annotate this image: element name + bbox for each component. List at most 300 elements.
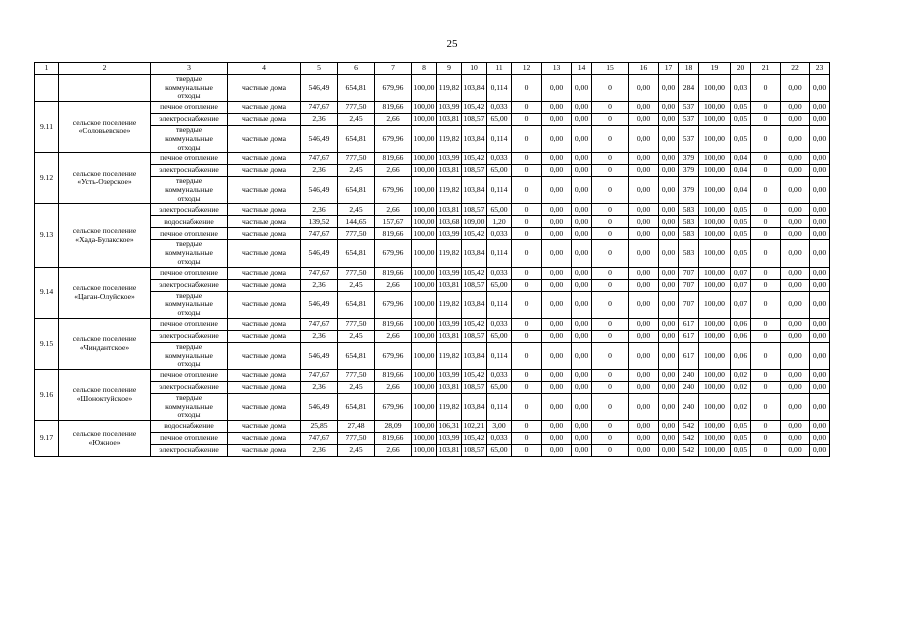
value-cell-5: 2,36 — [301, 114, 338, 126]
value-cell-23: 0,00 — [810, 330, 830, 342]
value-cell-9: 103,81 — [437, 330, 462, 342]
value-cell-9: 119,82 — [437, 342, 462, 369]
settlement-title: «Цаган-Олуйское» — [74, 291, 135, 301]
value-cell-5: 546,49 — [301, 177, 338, 204]
service-type — [151, 291, 228, 318]
value-cell-23: 0,00 — [810, 342, 830, 369]
value-cell-15: 0 — [592, 153, 629, 165]
value-cell-10: 108,57 — [462, 330, 487, 342]
value-cell-12: 0 — [512, 228, 542, 240]
value-cell-5: 2,36 — [301, 279, 338, 291]
value-cell-11: 0,033 — [487, 228, 512, 240]
value-cell-15: 0 — [592, 369, 629, 381]
service-label-line: коммунальные — [165, 185, 213, 195]
value-cell-16: 0,00 — [629, 153, 659, 165]
value-cell-20: 0,02 — [731, 393, 751, 420]
value-cell-5: 2,36 — [301, 165, 338, 177]
value-cell-22: 0,00 — [781, 393, 810, 420]
value-cell-19: 100,00 — [699, 421, 731, 433]
value-cell-17: 0,00 — [659, 114, 679, 126]
value-cell-9: 103,99 — [437, 267, 462, 279]
value-cell-18: 379 — [679, 177, 699, 204]
value-cell-9: 103,81 — [437, 381, 462, 393]
value-cell-14: 0,00 — [572, 342, 592, 369]
service-type — [151, 342, 228, 369]
settlement-type: сельское поселение — [72, 282, 137, 292]
value-cell-6: 777,50 — [338, 153, 375, 165]
service-type — [151, 177, 228, 204]
value-cell-11: 65,00 — [487, 279, 512, 291]
value-cell-5: 2,36 — [301, 381, 338, 393]
table-row — [35, 433, 830, 445]
value-cell-6: 654,81 — [338, 342, 375, 369]
value-cell-22: 0,00 — [781, 369, 810, 381]
row-number: 9.16 — [35, 369, 59, 420]
value-cell-12: 0 — [512, 433, 542, 445]
column-number-8: 8 — [412, 63, 437, 75]
value-cell-9: 103,81 — [437, 204, 462, 216]
table-row — [35, 267, 830, 279]
housing-type: частные дома — [228, 318, 301, 330]
value-cell-12: 0 — [512, 369, 542, 381]
value-cell-7: 819,66 — [375, 228, 412, 240]
settlement-name — [59, 267, 151, 318]
value-cell-8: 100,00 — [412, 114, 437, 126]
table-row — [35, 291, 830, 318]
value-cell-21: 0 — [751, 279, 781, 291]
value-cell-16: 0,00 — [629, 165, 659, 177]
value-cell-21: 0 — [751, 291, 781, 318]
value-cell-8: 100,00 — [412, 318, 437, 330]
value-cell-7: 2,66 — [375, 381, 412, 393]
settlement-type: сельское поселение — [72, 168, 137, 178]
value-cell-18: 617 — [679, 342, 699, 369]
value-cell-23: 0,00 — [810, 75, 830, 102]
value-cell-10: 105,42 — [462, 369, 487, 381]
value-cell-14: 0,00 — [572, 381, 592, 393]
value-cell-19: 100,00 — [699, 102, 731, 114]
value-cell-15: 0 — [592, 330, 629, 342]
value-cell-11: 65,00 — [487, 114, 512, 126]
value-cell-17: 0,00 — [659, 102, 679, 114]
value-cell-12: 0 — [512, 216, 542, 228]
value-cell-22: 0,00 — [781, 318, 810, 330]
value-cell-17: 0,00 — [659, 381, 679, 393]
settlement-type: сельское поселение — [72, 385, 137, 395]
value-cell-6: 144,65 — [338, 216, 375, 228]
value-cell-21: 0 — [751, 433, 781, 445]
value-cell-14: 0,00 — [572, 267, 592, 279]
column-number-6: 6 — [338, 63, 375, 75]
service-type: электроснабжение — [151, 165, 228, 177]
value-cell-14: 0,00 — [572, 114, 592, 126]
value-cell-21: 0 — [751, 126, 781, 153]
housing-type: частные дома — [228, 228, 301, 240]
value-cell-20: 0,05 — [731, 240, 751, 267]
value-cell-18: 617 — [679, 318, 699, 330]
value-cell-10: 108,57 — [462, 279, 487, 291]
column-number-3: 3 — [151, 63, 228, 75]
value-cell-10: 103,84 — [462, 291, 487, 318]
service-label-line: твердые — [175, 342, 203, 351]
value-cell-10: 105,42 — [462, 267, 487, 279]
value-cell-9: 103,99 — [437, 369, 462, 381]
service-label-line: коммунальные — [165, 82, 213, 92]
value-cell-8: 100,00 — [412, 165, 437, 177]
value-cell-20: 0,05 — [731, 102, 751, 114]
value-cell-21: 0 — [751, 421, 781, 433]
value-cell-14: 0,00 — [572, 102, 592, 114]
value-cell-23: 0,00 — [810, 165, 830, 177]
value-cell-11: 0,033 — [487, 433, 512, 445]
value-cell-16: 0,00 — [629, 114, 659, 126]
value-cell-10: 105,42 — [462, 318, 487, 330]
value-cell-22: 0,00 — [781, 421, 810, 433]
value-cell-12: 0 — [512, 445, 542, 457]
housing-type: частные дома — [228, 445, 301, 457]
value-cell-13: 0,00 — [542, 228, 572, 240]
value-cell-16: 0,00 — [629, 445, 659, 457]
value-cell-11: 0,114 — [487, 393, 512, 420]
value-cell-16: 0,00 — [629, 228, 659, 240]
column-number-12: 12 — [512, 63, 542, 75]
column-number-19: 19 — [699, 63, 731, 75]
value-cell-14: 0,00 — [572, 240, 592, 267]
value-cell-5: 139,52 — [301, 216, 338, 228]
value-cell-6: 2,45 — [338, 279, 375, 291]
value-cell-19: 100,00 — [699, 445, 731, 457]
value-cell-6: 777,50 — [338, 228, 375, 240]
value-cell-19: 100,00 — [699, 291, 731, 318]
table-row — [35, 342, 830, 369]
value-cell-11: 0,033 — [487, 369, 512, 381]
service-type: электроснабжение — [151, 279, 228, 291]
value-cell-10: 109,00 — [462, 216, 487, 228]
value-cell-8: 100,00 — [412, 342, 437, 369]
value-cell-8: 100,00 — [412, 228, 437, 240]
value-cell-8: 100,00 — [412, 177, 437, 204]
value-cell-15: 0 — [592, 342, 629, 369]
value-cell-12: 0 — [512, 114, 542, 126]
value-cell-10: 103,84 — [462, 393, 487, 420]
value-cell-22: 0,00 — [781, 267, 810, 279]
value-cell-6: 654,81 — [338, 75, 375, 102]
service-type — [151, 240, 228, 267]
value-cell-5: 546,49 — [301, 291, 338, 318]
value-cell-16: 0,00 — [629, 177, 659, 204]
value-cell-20: 0,02 — [731, 369, 751, 381]
value-cell-20: 0,04 — [731, 165, 751, 177]
value-cell-6: 777,50 — [338, 433, 375, 445]
column-number-11: 11 — [487, 63, 512, 75]
table-row — [35, 165, 830, 177]
value-cell-11: 1,20 — [487, 216, 512, 228]
value-cell-9: 103,81 — [437, 165, 462, 177]
value-cell-8: 100,00 — [412, 216, 437, 228]
value-cell-16: 0,00 — [629, 318, 659, 330]
value-cell-7: 2,66 — [375, 279, 412, 291]
value-cell-7: 2,66 — [375, 114, 412, 126]
value-cell-13: 0,00 — [542, 291, 572, 318]
value-cell-20: 0,05 — [731, 421, 751, 433]
value-cell-18: 707 — [679, 279, 699, 291]
value-cell-14: 0,00 — [572, 279, 592, 291]
service-label-line: отходы — [177, 410, 201, 420]
value-cell-17: 0,00 — [659, 342, 679, 369]
value-cell-19: 100,00 — [699, 433, 731, 445]
service-type — [151, 126, 228, 153]
value-cell-10: 108,57 — [462, 445, 487, 457]
value-cell-5: 747,67 — [301, 433, 338, 445]
value-cell-20: 0,05 — [731, 216, 751, 228]
value-cell-14: 0,00 — [572, 177, 592, 204]
value-cell-21: 0 — [751, 75, 781, 102]
housing-type: частные дома — [228, 102, 301, 114]
value-cell-13: 0,00 — [542, 318, 572, 330]
value-cell-17: 0,00 — [659, 153, 679, 165]
value-cell-23: 0,00 — [810, 102, 830, 114]
service-type: электроснабжение — [151, 381, 228, 393]
value-cell-22: 0,00 — [781, 240, 810, 267]
value-cell-21: 0 — [751, 445, 781, 457]
service-type: электроснабжение — [151, 330, 228, 342]
value-cell-11: 65,00 — [487, 445, 512, 457]
service-type: водоснабжение — [151, 421, 228, 433]
value-cell-11: 0,114 — [487, 75, 512, 102]
value-cell-6: 654,81 — [338, 393, 375, 420]
housing-type: частные дома — [228, 114, 301, 126]
value-cell-21: 0 — [751, 114, 781, 126]
value-cell-12: 0 — [512, 102, 542, 114]
table-row — [35, 102, 830, 114]
value-cell-12: 0 — [512, 165, 542, 177]
value-cell-11: 0,114 — [487, 342, 512, 369]
value-cell-20: 0,05 — [731, 433, 751, 445]
table-row — [35, 228, 830, 240]
value-cell-22: 0,00 — [781, 445, 810, 457]
value-cell-19: 100,00 — [699, 342, 731, 369]
service-label-line: коммунальные — [165, 133, 213, 143]
table-row — [35, 330, 830, 342]
value-cell-15: 0 — [592, 228, 629, 240]
value-cell-15: 0 — [592, 318, 629, 330]
value-cell-9: 119,82 — [437, 75, 462, 102]
value-cell-15: 0 — [592, 279, 629, 291]
value-cell-18: 240 — [679, 393, 699, 420]
value-cell-6: 777,50 — [338, 102, 375, 114]
value-cell-23: 0,00 — [810, 177, 830, 204]
value-cell-17: 0,00 — [659, 165, 679, 177]
row-number: 9.15 — [35, 318, 59, 369]
value-cell-13: 0,00 — [542, 216, 572, 228]
value-cell-23: 0,00 — [810, 318, 830, 330]
value-cell-19: 100,00 — [699, 381, 731, 393]
housing-type: частные дома — [228, 204, 301, 216]
value-cell-18: 379 — [679, 165, 699, 177]
value-cell-6: 777,50 — [338, 318, 375, 330]
value-cell-5: 2,36 — [301, 330, 338, 342]
value-cell-16: 0,00 — [629, 204, 659, 216]
value-cell-15: 0 — [592, 433, 629, 445]
value-cell-12: 0 — [512, 393, 542, 420]
value-cell-21: 0 — [751, 342, 781, 369]
value-cell-16: 0,00 — [629, 267, 659, 279]
service-label-line: отходы — [177, 142, 201, 152]
service-label-line: коммунальные — [165, 401, 213, 411]
value-cell-5: 546,49 — [301, 342, 338, 369]
value-cell-17: 0,00 — [659, 421, 679, 433]
value-cell-14: 0,00 — [572, 433, 592, 445]
housing-type: частные дома — [228, 75, 301, 102]
value-cell-15: 0 — [592, 240, 629, 267]
column-number-17: 17 — [659, 63, 679, 75]
value-cell-20: 0,06 — [731, 342, 751, 369]
housing-type: частные дома — [228, 342, 301, 369]
tariff-table — [34, 62, 830, 457]
value-cell-17: 0,00 — [659, 369, 679, 381]
value-cell-6: 2,45 — [338, 204, 375, 216]
value-cell-18: 542 — [679, 445, 699, 457]
value-cell-11: 65,00 — [487, 204, 512, 216]
row-number: 9.17 — [35, 421, 59, 457]
value-cell-8: 100,00 — [412, 153, 437, 165]
value-cell-9: 103,99 — [437, 102, 462, 114]
service-type: печное отопление — [151, 228, 228, 240]
value-cell-14: 0,00 — [572, 165, 592, 177]
value-cell-18: 537 — [679, 114, 699, 126]
value-cell-20: 0,07 — [731, 291, 751, 318]
value-cell-19: 100,00 — [699, 177, 731, 204]
value-cell-17: 0,00 — [659, 216, 679, 228]
page-number: 25 — [446, 38, 458, 50]
value-cell-6: 2,45 — [338, 381, 375, 393]
service-type: электроснабжение — [151, 445, 228, 457]
value-cell-21: 0 — [751, 102, 781, 114]
value-cell-22: 0,00 — [781, 433, 810, 445]
value-cell-14: 0,00 — [572, 291, 592, 318]
service-type: печное отопление — [151, 318, 228, 330]
value-cell-17: 0,00 — [659, 279, 679, 291]
value-cell-13: 0,00 — [542, 240, 572, 267]
value-cell-15: 0 — [592, 421, 629, 433]
value-cell-15: 0 — [592, 291, 629, 318]
column-number-header — [35, 63, 830, 75]
value-cell-16: 0,00 — [629, 433, 659, 445]
value-cell-8: 100,00 — [412, 75, 437, 102]
value-cell-8: 100,00 — [412, 445, 437, 457]
value-cell-23: 0,00 — [810, 381, 830, 393]
value-cell-6: 654,81 — [338, 126, 375, 153]
service-label-line: твердые — [175, 125, 203, 135]
value-cell-12: 0 — [512, 381, 542, 393]
table-row — [35, 177, 830, 204]
value-cell-7: 679,96 — [375, 393, 412, 420]
value-cell-7: 28,09 — [375, 421, 412, 433]
value-cell-22: 0,00 — [781, 342, 810, 369]
value-cell-17: 0,00 — [659, 330, 679, 342]
value-cell-19: 100,00 — [699, 216, 731, 228]
value-cell-20: 0,04 — [731, 153, 751, 165]
housing-type: частные дома — [228, 153, 301, 165]
value-cell-7: 2,66 — [375, 165, 412, 177]
value-cell-17: 0,00 — [659, 267, 679, 279]
housing-type: частные дома — [228, 126, 301, 153]
value-cell-15: 0 — [592, 267, 629, 279]
value-cell-14: 0,00 — [572, 318, 592, 330]
value-cell-19: 100,00 — [699, 126, 731, 153]
housing-type: частные дома — [228, 330, 301, 342]
value-cell-20: 0,05 — [731, 114, 751, 126]
value-cell-22: 0,00 — [781, 291, 810, 318]
value-cell-19: 100,00 — [699, 267, 731, 279]
value-cell-9: 119,82 — [437, 393, 462, 420]
value-cell-11: 0,114 — [487, 291, 512, 318]
value-cell-21: 0 — [751, 369, 781, 381]
value-cell-17: 0,00 — [659, 240, 679, 267]
value-cell-8: 100,00 — [412, 381, 437, 393]
value-cell-8: 100,00 — [412, 267, 437, 279]
value-cell-23: 0,00 — [810, 267, 830, 279]
value-cell-6: 2,45 — [338, 330, 375, 342]
value-cell-14: 0,00 — [572, 216, 592, 228]
value-cell-13: 0,00 — [542, 153, 572, 165]
value-cell-8: 100,00 — [412, 393, 437, 420]
value-cell-19: 100,00 — [699, 114, 731, 126]
value-cell-8: 100,00 — [412, 204, 437, 216]
value-cell-15: 0 — [592, 204, 629, 216]
value-cell-11: 0,033 — [487, 318, 512, 330]
value-cell-23: 0,00 — [810, 433, 830, 445]
value-cell-12: 0 — [512, 279, 542, 291]
value-cell-15: 0 — [592, 165, 629, 177]
value-cell-12: 0 — [512, 291, 542, 318]
service-type: водоснабжение — [151, 216, 228, 228]
service-type: печное отопление — [151, 153, 228, 165]
value-cell-23: 0,00 — [810, 216, 830, 228]
table-row — [35, 279, 830, 291]
value-cell-10: 108,57 — [462, 165, 487, 177]
service-type: электроснабжение — [151, 114, 228, 126]
settlement-name — [59, 75, 151, 102]
housing-type: частные дома — [228, 240, 301, 267]
value-cell-22: 0,00 — [781, 228, 810, 240]
value-cell-9: 103,68 — [437, 216, 462, 228]
value-cell-7: 157,67 — [375, 216, 412, 228]
value-cell-15: 0 — [592, 381, 629, 393]
value-cell-16: 0,00 — [629, 393, 659, 420]
value-cell-6: 2,45 — [338, 165, 375, 177]
value-cell-5: 2,36 — [301, 445, 338, 457]
value-cell-13: 0,00 — [542, 369, 572, 381]
value-cell-20: 0,03 — [731, 75, 751, 102]
settlement-name — [59, 102, 151, 153]
value-cell-16: 0,00 — [629, 75, 659, 102]
service-label-line: твердые — [175, 393, 203, 402]
value-cell-12: 0 — [512, 177, 542, 204]
service-type — [151, 393, 228, 420]
value-cell-16: 0,00 — [629, 381, 659, 393]
value-cell-7: 819,66 — [375, 267, 412, 279]
value-cell-21: 0 — [751, 204, 781, 216]
settlement-type: сельское поселение — [72, 428, 137, 438]
housing-type: частные дома — [228, 421, 301, 433]
value-cell-21: 0 — [751, 153, 781, 165]
value-cell-10: 103,84 — [462, 126, 487, 153]
value-cell-16: 0,00 — [629, 369, 659, 381]
value-cell-13: 0,00 — [542, 102, 572, 114]
settlement-title: «Хада-Булакское» — [75, 234, 134, 244]
table-row — [35, 240, 830, 267]
